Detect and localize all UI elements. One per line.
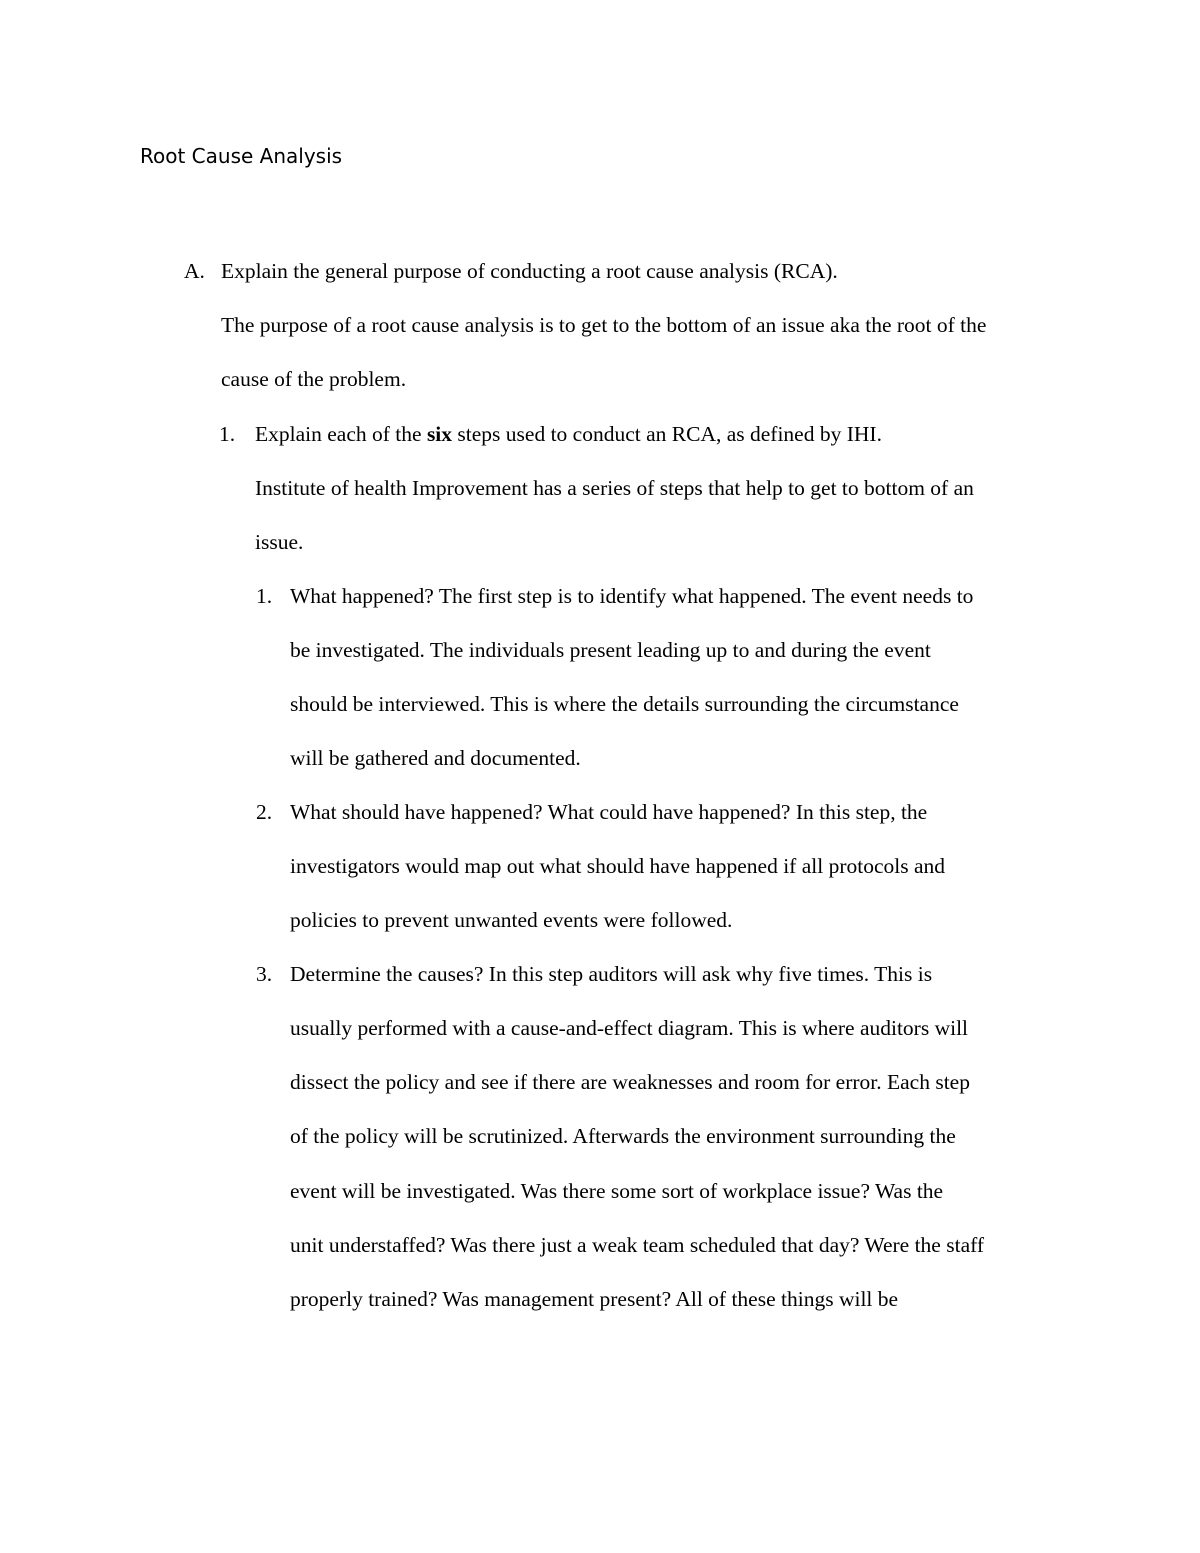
- item-1-question-before: Explain each of the: [255, 422, 427, 446]
- step-2-marker: 2.: [256, 800, 273, 824]
- section-a-answer-line: The purpose of a root cause analysis is to get to the bottom of an issue aka the root of the: [221, 313, 987, 337]
- step-3-marker: 3.: [256, 962, 273, 986]
- step-1-line: What happened? The first step is to identify what happened. The event needs to: [290, 584, 974, 608]
- section-a-question: Explain the general purpose of conducting a root cause analysis (RCA).: [221, 259, 838, 283]
- step-1-marker: 1.: [256, 584, 273, 608]
- item-1-question: [255, 420, 882, 448]
- step-2-line: What should have happened? What could have happened? In this step, the: [290, 800, 928, 824]
- step-1-line: should be interviewed. This is where the details surrounding the circumstance: [290, 692, 959, 716]
- section-a-marker: A.: [184, 259, 205, 283]
- step-3-line: of the policy will be scrutinized. Afterwards the environment surrounding the: [290, 1124, 956, 1148]
- step-3-line: properly trained? Was management present? All of these things will be: [290, 1287, 899, 1311]
- step-1-line: be investigated. The individuals present leading up to and during the event: [290, 638, 931, 662]
- step-3-line: dissect the policy and see if there are weaknesses and room for error. Each step: [290, 1070, 970, 1094]
- step-2-line: policies to prevent unwanted events were followed.: [290, 908, 733, 932]
- step-2-line: investigators would map out what should have happened if all protocols and: [290, 854, 946, 878]
- item-1-question-bold: six: [426, 422, 453, 446]
- document-title: Root Cause Analysis: [140, 144, 343, 168]
- step-3-line: usually performed with a cause-and-effect diagram. This is where auditors will: [290, 1016, 969, 1040]
- item-1-marker: 1.: [219, 422, 236, 446]
- step-3-line: event will be investigated. Was there some sort of workplace issue? Was the: [290, 1179, 944, 1203]
- step-3-line: unit understaffed? Was there just a weak team scheduled that day? Were the staff: [290, 1233, 985, 1257]
- item-1-question-after: steps used to conduct an RCA, as defined by IHI.: [452, 422, 882, 446]
- item-1-answer-line: Institute of health Improvement has a series of steps that help to get to bottom of an: [255, 476, 974, 500]
- item-1-answer-line: issue.: [255, 530, 304, 554]
- step-3-line: Determine the causes? In this step auditors will ask why five times. This is: [290, 962, 933, 986]
- step-1-line: will be gathered and documented.: [290, 746, 581, 770]
- section-a-answer-line: cause of the problem.: [221, 367, 407, 391]
